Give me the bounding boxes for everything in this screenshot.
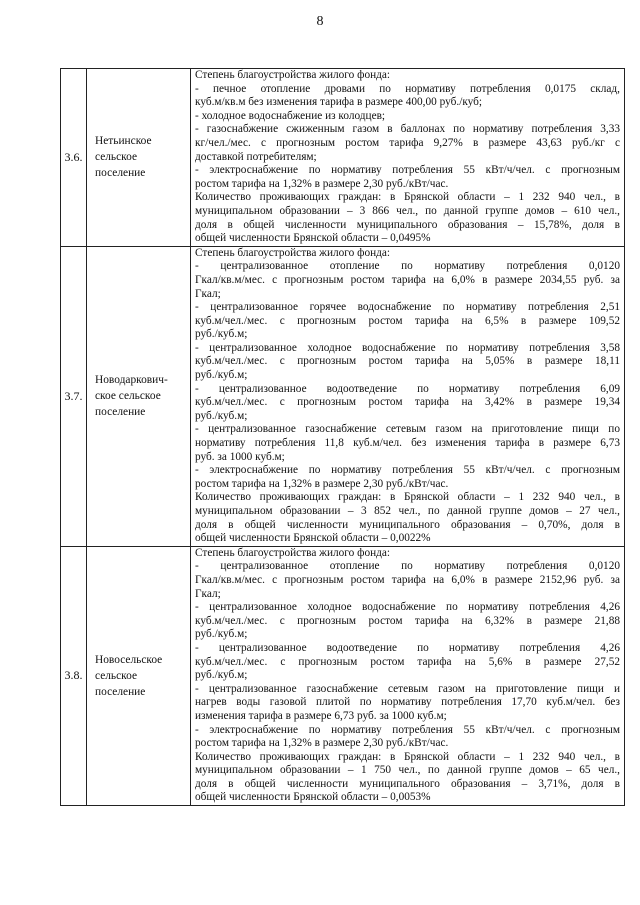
text-line: - газоснабжение сжиженным газом в баллонах по нормативу потребления 3,33 [195, 123, 620, 136]
text-line: руб./куб.м; [195, 628, 248, 641]
table-row [61, 69, 625, 247]
text-line: - печное отопление дровами по нормативу потребления 0,0175 склад, [195, 82, 620, 95]
settlement-name-line: Новодаркович- [95, 374, 168, 387]
text-line: руб./куб.м; [195, 669, 248, 682]
text-line: доля в общей численности муниципального образования – 15,78%, доля в [195, 218, 620, 231]
text-line: руб. за 1000 куб.м; [195, 450, 285, 463]
text-line: Гкал; [195, 287, 221, 300]
text-line: - централизованное водоотведение по нормативу потребления 6,09 [195, 382, 620, 395]
row-number: 3.6. [61, 69, 87, 247]
settlement-name-line: Нетьинское [95, 135, 152, 148]
text-line: - централизованное отопление по нормативу потребления 0,0120 [195, 560, 620, 573]
settlement-name [87, 546, 191, 805]
settlement-name-line: сельское [95, 669, 138, 682]
settlement-name-line: ское сельское [95, 390, 161, 403]
text-line: доля в общей численности муниципального образования – 3,71%, доля в [195, 777, 620, 790]
text-line: - централизованное холодное водоснабжение по нормативу потребления 3,58 [195, 341, 620, 354]
text-line: куб.м/кв.м без изменения тарифа в размере 400,00 руб./куб; [195, 96, 483, 109]
table-row [61, 546, 625, 805]
settlement-name [87, 69, 191, 247]
text-line: руб./куб.м; [195, 409, 248, 422]
text-line: ростом тарифа на 1,32% в размере 2,30 руб./кВт/час. [195, 737, 449, 750]
text-line: муниципальном образовании – 1 750 чел., по данной группе домов – 65 чел., [195, 764, 620, 777]
text-line: куб.м/чел./мес. с прогнозным ростом тарифа на 6,32% в размере 21,88 [195, 614, 620, 627]
settlements-table [60, 68, 625, 806]
row-description [191, 69, 625, 247]
table-row [61, 246, 625, 546]
settlement-name [87, 246, 191, 546]
text-line: Гкал/кв.м/мес. с прогнозным ростом тарифа на 6,0% в размере 2034,55 руб. за [195, 273, 620, 286]
settlement-name-line: поселение [95, 406, 146, 419]
text-line: куб.м/чел./мес. с прогнозным ростом тарифа на 5,6% в размере 27,52 [195, 655, 620, 668]
text-line: Степень благоустройства жилого фонда: [195, 246, 391, 259]
page-number: 8 [316, 14, 324, 29]
text-line: руб./куб.м; [195, 328, 248, 341]
text-line: общей численности Брянской области – 0,0022% [195, 532, 431, 545]
text-line: ростом тарифа на 1,32% в размере 2,30 руб./кВт/час. [195, 477, 449, 490]
text-line: куб.м/чел./мес. с прогнозным ростом тарифа на 3,42% в размере 19,34 [195, 396, 620, 409]
row-number: 3.7. [61, 246, 87, 546]
text-line: - централизованное водоотведение по нормативу потребления 4,26 [195, 641, 620, 654]
text-line: Количество проживающих граждан: в Брянской области – 1 232 940 чел., в [195, 491, 620, 504]
text-line: - централизованное холодное водоснабжение по нормативу потребления 4,26 [195, 601, 620, 614]
text-line: доля в общей численности муниципального образования – 0,70%, доля в [195, 518, 620, 531]
text-line: общей численности Брянской области – 0,0495% [195, 232, 431, 245]
row-description [191, 546, 625, 805]
text-line: муниципальном образовании – 3 852 чел., по данной группе домов – 27 чел., [195, 505, 620, 517]
text-line: - электроснабжение по нормативу потребления 55 кВт/ч/чел. с прогнозным [195, 723, 620, 736]
text-line: куб.м/чел./мес. с прогнозным ростом тарифа на 5,05% в размере 18,11 [195, 355, 620, 368]
text-line: Количество проживающих граждан: в Брянской области – 1 232 940 чел., в [195, 191, 620, 204]
settlement-name-line: поселение [95, 685, 146, 698]
text-line: Гкал/кв.м/мес. с прогнозным ростом тарифа на 6,0% в размере 2152,96 руб. за [195, 573, 620, 586]
text-line: изменения тарифа в размере 6,73 руб. за 1000 куб.м; [195, 709, 447, 722]
text-line: кг/чел./мес. с прогнозным ростом тарифа 9,27% в размере 43,63 руб./кг с [195, 136, 620, 149]
text-line: муниципальном образовании – 3 866 чел., по данной группе домов – 610 чел., [195, 204, 620, 217]
settlement-name-line: поселение [95, 167, 146, 180]
text-line: доставкой потребителям; [195, 150, 317, 163]
text-line: - централизованное газоснабжение сетевым газом на приготовление пищи и [195, 682, 620, 695]
text-line: Количество проживающих граждан: в Брянской области – 1 232 940 чел., в [195, 750, 620, 763]
settlement-name-line: Новосельское [95, 653, 163, 666]
text-line: - централизованное отопление по нормативу потребления 0,0120 [195, 260, 620, 273]
text-line: - электроснабжение по нормативу потребления 55 кВт/ч/чел. с прогнозным [195, 464, 620, 477]
text-line: Степень благоустройства жилого фонда: [195, 69, 391, 81]
settlement-name-line: сельское [95, 151, 138, 164]
text-line: нагрев воды газовой плитой по нормативу потребления 17,70 куб.м/чел. без [195, 696, 620, 709]
text-line: ростом тарифа на 1,32% в размере 2,30 руб./кВт/час. [195, 177, 449, 190]
text-line: - централизованное горячее водоснабжение по нормативу потребления 2,51 [195, 301, 620, 314]
text-line: куб.м/чел./мес. с прогнозным ростом тарифа на 6,5% в размере 109,52 [195, 314, 620, 327]
text-line: - централизованное газоснабжение сетевым газом на приготовление пищи по [195, 423, 620, 436]
text-line: Степень благоустройства жилого фонда: [195, 546, 391, 559]
row-description [191, 246, 625, 546]
text-line: Гкал; [195, 587, 221, 600]
row-number: 3.8. [61, 546, 87, 805]
text-line: руб./куб.м; [195, 369, 248, 382]
text-line: - холодное водоснабжение из колодцев; [195, 109, 386, 122]
text-line: - электроснабжение по нормативу потребления 55 кВт/ч/чел. с прогнозным [195, 164, 620, 177]
text-line: общей численности Брянской области – 0,0053% [195, 791, 431, 804]
text-line: нормативу потребления 11,8 куб.м/чел. без изменения тарифа в размере 6,73 [195, 437, 620, 450]
